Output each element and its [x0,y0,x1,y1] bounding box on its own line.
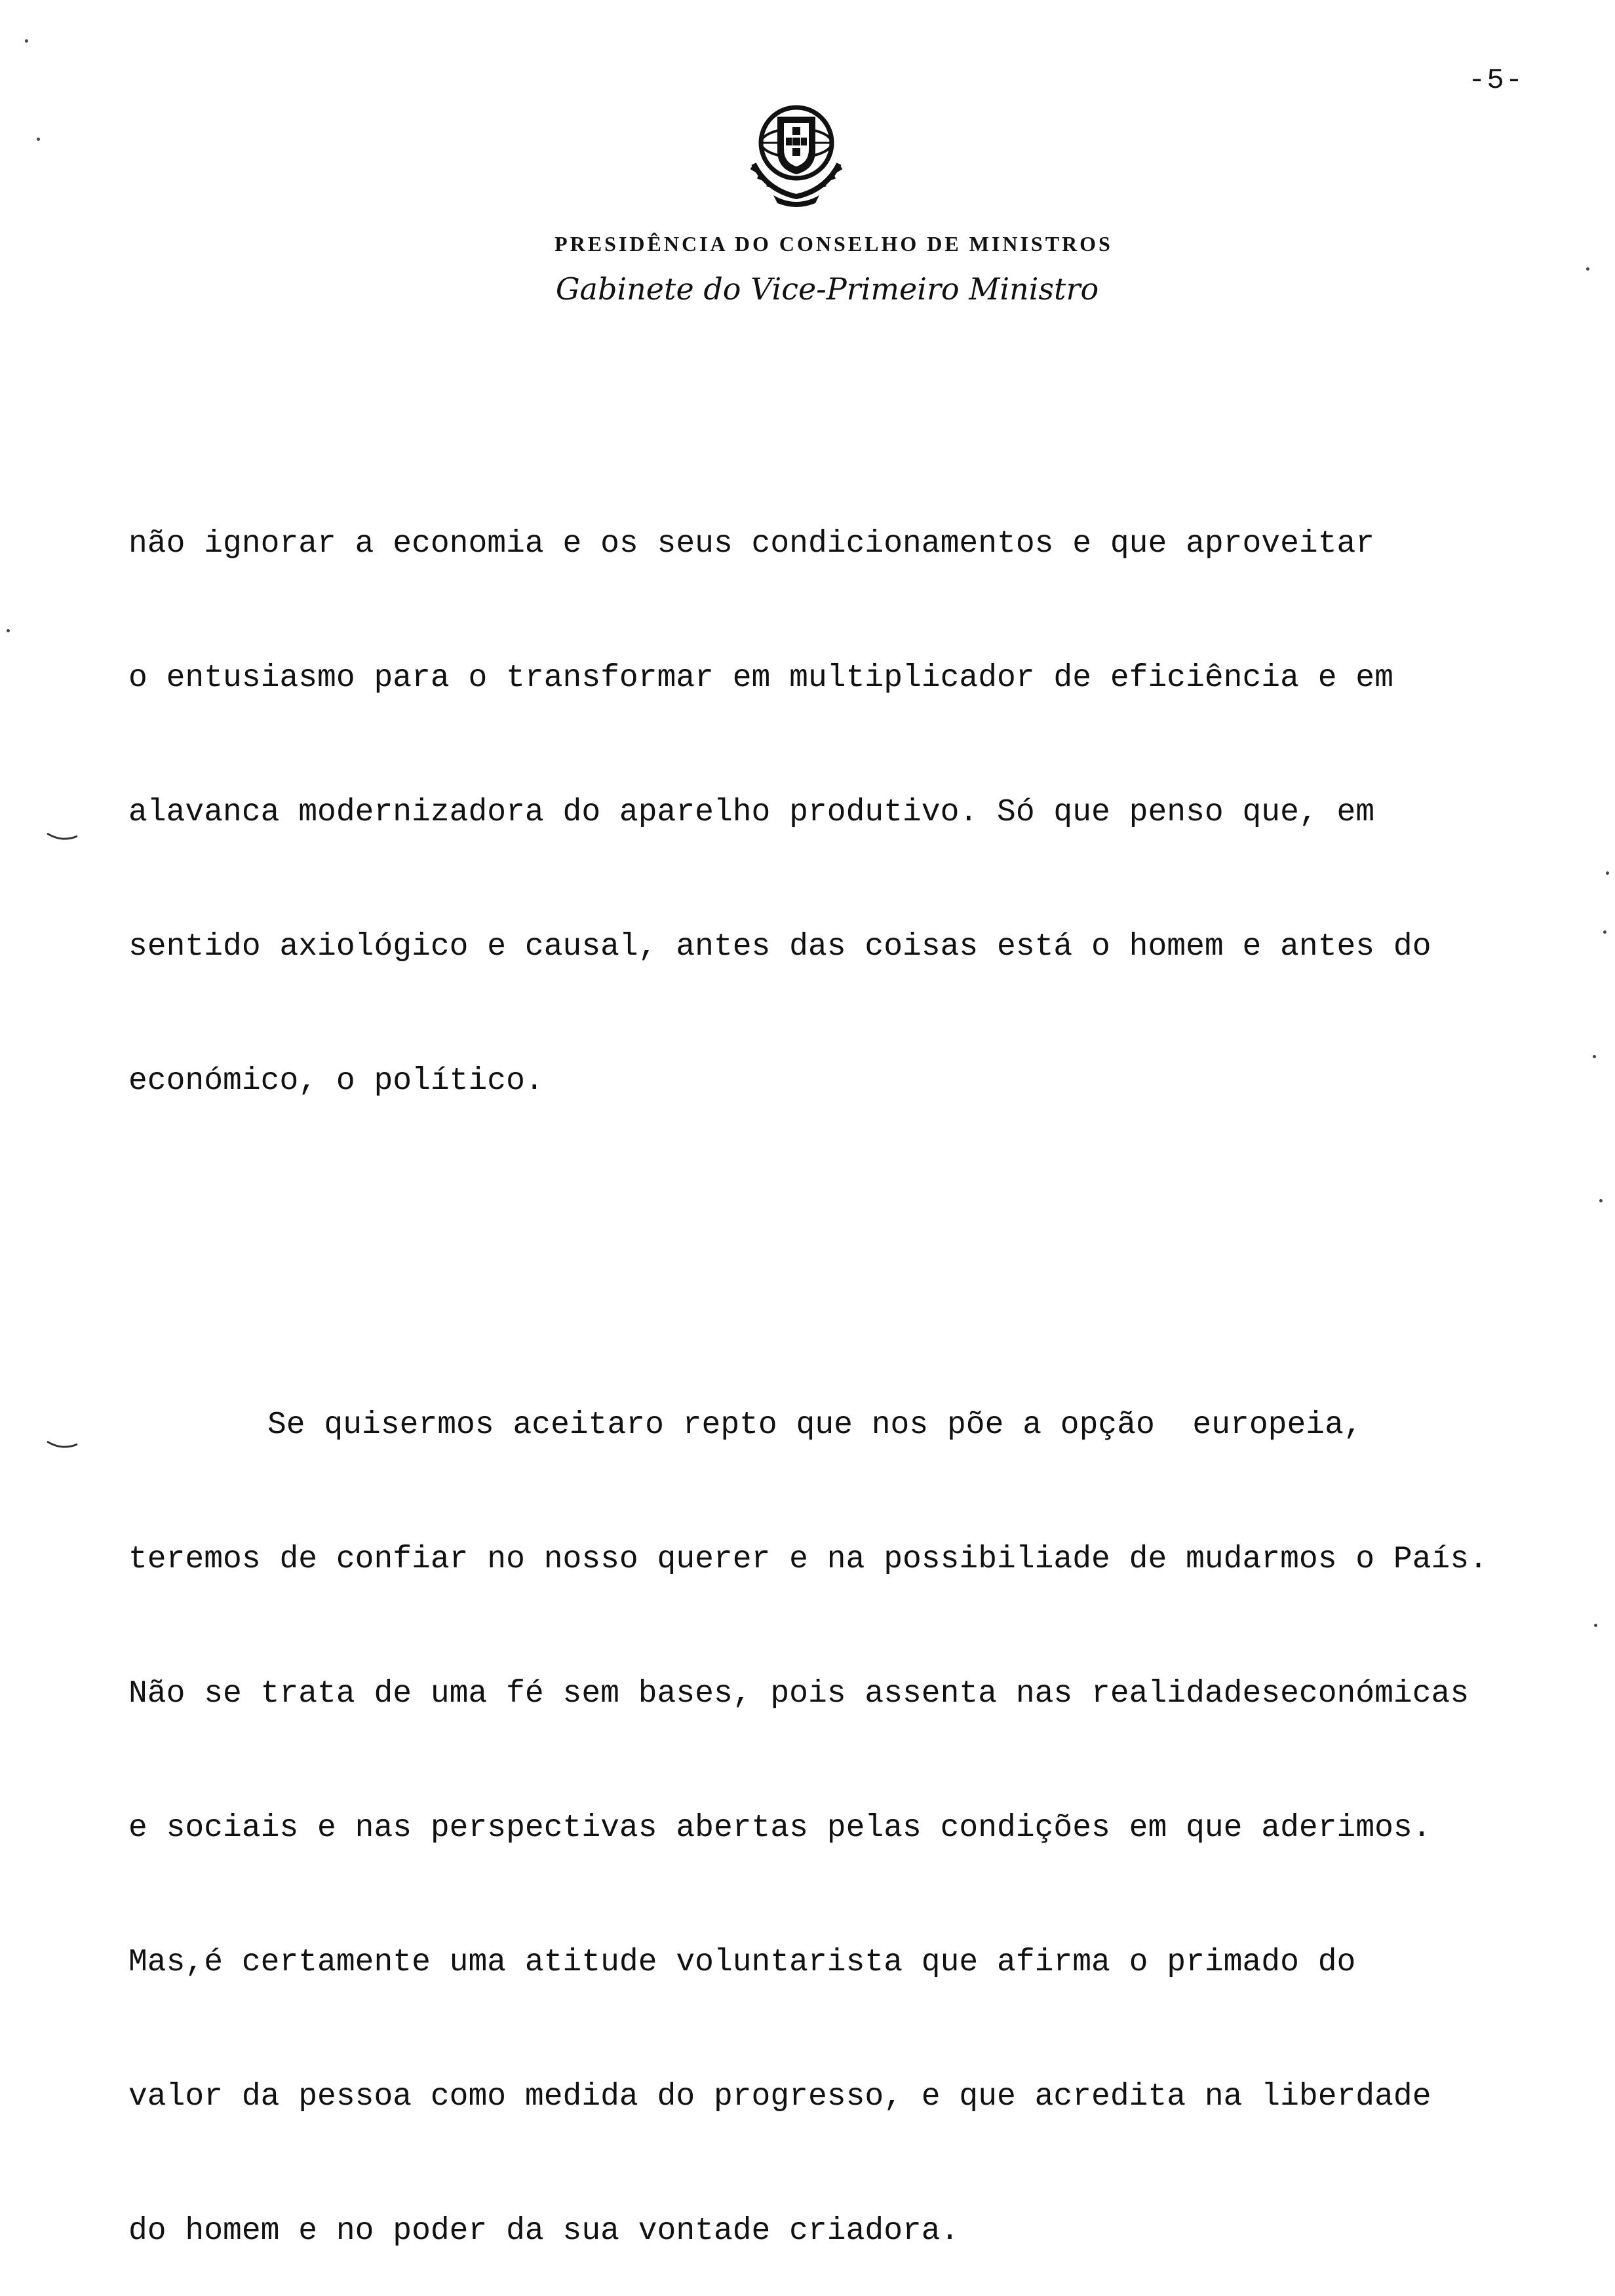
paragraph [128,511,1597,1183]
body-text [128,511,1597,2296]
scan-speck [1606,871,1609,875]
text-line: alavanca modernizadora do aparelho produtivo. Só que penso que, em [128,795,1375,830]
scan-speck [7,629,10,632]
scan-speck [1603,930,1606,934]
text-line: Mas,é certamente uma atitude voluntarista que afirma o primado do [128,1945,1356,1980]
text-line: e sociais e nas perspectivas abertas pelas condições em que aderimos. [128,1810,1431,1846]
text-line: sentido axiológico e causal, antes das coisas está o homem e antes do [128,929,1431,965]
text-line: não ignorar a economia e os seus condicionamentos e que aproveitar [128,526,1375,562]
scan-speck [1594,1624,1597,1627]
portuguese-coat-of-arms-icon [734,98,859,210]
scan-speck [1586,267,1589,271]
scan-speck [37,138,40,141]
text-line: valor da pessoa como medida do progresso, e que acredita na liberdade [128,2079,1431,2114]
scan-speck [1593,1055,1596,1058]
letterhead-subtitle: Gabinete do Vice-Primeiro Ministro [555,271,1099,307]
paragraph-gap [128,1183,1597,1392]
scan-speck [1599,1199,1603,1202]
text-line: o entusiasmo para o transformar em multiplicador de eficiência e em [128,660,1393,696]
letterhead-title: PRESIDÊNCIA DO CONSELHO DE MINISTROS [555,232,1113,256]
text-line: Não se trata de uma fé sem bases, pois assenta nas realidadeseconómicas [128,1676,1469,1712]
text-line: económico, o político. [128,1063,544,1099]
punch-mark [46,1439,79,1452]
scan-speck [25,39,28,43]
punch-mark [46,831,79,844]
text-line: teremos de confiar no nosso querer e na possibiliade de mudarmos o País. [128,1542,1488,1577]
text-line: Se quisermos aceitaro repto que nos põe a opção europeia, [267,1407,1363,1443]
paragraph [128,1392,1597,2296]
page-number: -5- [1468,64,1525,97]
text-line: do homem e no poder da sua vontade criadora. [128,2213,960,2249]
